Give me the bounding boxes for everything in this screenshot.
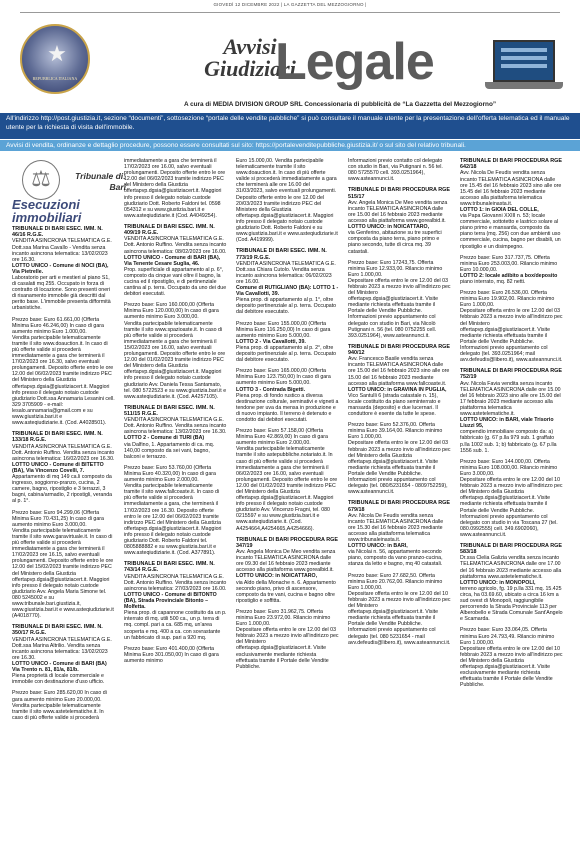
notice-body: Avv. Nicola De Feudis vendita senza incanto TELEMATICA ASINCRONA dalle ore 15.30 del 16 febbraio 2023 mediante accesso alla piattaforma telematica www.tribunaleinasta.it. bbox=[348, 512, 444, 544]
notice-body: Prezzo base: Euro 144.000,00. Offerta minima Euro 108.000,00. Rilancio minimo Euro 3.000,00. bbox=[460, 458, 558, 477]
notice-item bbox=[12, 510, 115, 620]
notice-item bbox=[348, 422, 451, 495]
notice-body: Dr.ssa Clelia Galizia vendita senza incanto TELEMATICA ASINCRONA dalle ore 17.00 del 16 febbraio 2023 mediante accesso alla piattaforma www.astetelematiche.it. bbox=[460, 555, 562, 580]
notice-item bbox=[460, 290, 563, 363]
notice-item bbox=[236, 537, 339, 604]
notice-item bbox=[348, 187, 451, 254]
notice-body: Prezzo base: Euro 17243,75. Offerta minima Euro 12.933,00. Rilancio minimo Euro 1.000,00. bbox=[348, 259, 443, 278]
notice-item bbox=[124, 465, 227, 556]
notice-heading: TRIBUNALE DI BARI ESEC. IMM. N. 743/14 R.G.E. bbox=[124, 561, 215, 574]
notice-details: via Papa Giovanni XXIII n. 53; locale commerciale, sottotetto e lastrico solare al piano primo e mansarda, composto da piano terra (mq. 256) con due ambienti uso commerciale, cucina, bagno per disabili, un ripostiglio e un disimpegno. bbox=[460, 213, 561, 250]
notice-body: Euro 15.000,00. Vendita partecipabile telematicamente tramite il sito www.doauction.it. In caso di più offerte valide si procederà immediatamente a gara che terminerà alle ore 16.00 del 31/03/2023, salvo eventuali prolungamenti. Deposito offerte entro le ore 12.00 del 20/03/2023 tramite indirizzo PEC del Ministero della Giustizia offertapvp.dgsia@giustiziacert.it. Maggiori info presso il delegato notaio custode giudiziario Dott. Roberto Faldoni e su www.giustizia.bari.it e www.asteqiudiziarie.it (Cod. A419999). bbox=[236, 158, 338, 244]
seal-caption: REPUBBLICA ITALIANA bbox=[32, 76, 78, 81]
notice-item bbox=[460, 368, 563, 454]
notice-heading: TRIBUNALE DI BARI PROCEDURA RGE 642/18 bbox=[460, 158, 562, 171]
notice-body: Avv. Nicola De Feudis vendita senza incanto TELEMATICA ASINCRONA dalle ore 15.45 del 16 febbraio 2023 sino alle ore 15.45 del 16 febbraio 2023 mediante accesso alla piattaforma telematica www.tribunaleinasta.it. bbox=[460, 170, 562, 207]
notice-body: Prezzo base: Euro 27.682,50. Offerta minima Euro 20.762,00. Rilancio minimo Euro 1.000,00. bbox=[348, 572, 443, 591]
laptop-icon bbox=[485, 40, 563, 96]
notice-heading: TRIBUNALE DI BARI PROCEDURA RGE 347/19 bbox=[236, 536, 338, 549]
notice-item bbox=[236, 368, 339, 423]
notice-details: via Aldo della Monache n. 6. Appartamento secondo piano, privo di ascensore, composto da tre vani, cucina e bagno oltre ripostiglio e soffitta. bbox=[236, 579, 336, 604]
laptop-screen bbox=[493, 40, 555, 82]
notice-details: Vendita partecipabile telematicamente tramite il sito www.astetelematiche.it. In caso di più offerte valide si procederà bbox=[12, 702, 104, 721]
notice-details: Appartamento di mq 149 ca.li composto da ingresso, soggiorno-pranzo, cucina, 2 camere, bagno, ripostiglio e 3 terrazzi, 3 bagni, cabina/armadio, 2 ripostigli, veranda al p. 1°. bbox=[12, 474, 113, 505]
notice-body: VENDITA ASINCRONA TELEMATICA G.E. Dott. Antonio Ruffino. Vendita senza incanto asincrona telematica: 27/03/2023 ore 16.00. bbox=[124, 573, 227, 592]
notice-details: Piena prop. di appartamento al p. 2°, oltre deposito pertinenziale al p. terra. Occupato dal debitore esecutato. bbox=[236, 344, 337, 364]
notice-details: compendio immobiliare composto da: a) fabbricato (g. 67 p.lla 979 sub. 1 graffato p.lla 1002 sub. 1; b) fabbricato (g. 67 p.lla 1556 sub. 1. bbox=[460, 429, 557, 454]
info-banner: All'indirizzo http://post.giustizia.it, sezione “documenti”, sottosezione “portale delle vendite pubbliche” si può consultare il manuale utente per la presentazione dell'offerta telematica ed il manuale utente per la richiesta di visita dell'immobile. bbox=[0, 113, 580, 139]
notice-lot: LOTTO UNICO - Comune di BITONTO (BA), Strada Provinciale Bitonto – Molfetta. bbox=[124, 591, 217, 611]
notice-body: VENDITA ASINCRONA TELEMATICA G.E. Dott. Antonio Ruffino. Vendita senza incanto asincrona telematica: 13/02/2023 ore 16.30. bbox=[124, 417, 227, 436]
notice-details: via Dalfino, 1. Appartamento di ca. mq. 140,00 composto da sei vani, bagno, balconi e terrazzo. bbox=[124, 441, 215, 460]
notice-item bbox=[348, 344, 451, 417]
notice-body: VENDITA ASINCRONA TELEMATICA G.E. Dott. Antonio Ruffino. Vendita senza incanto asincrona telematica: 08/02/2023 ore 16.00. bbox=[124, 236, 227, 255]
notice-lot: LOTTO UNICO: in GRAVINA IN PUGLIA, bbox=[348, 386, 447, 393]
notice-body: Prezzo base: Euro 401.400,00 (Offerta Minima Euro 301.050,00) In caso di gara aumento minimo bbox=[124, 645, 219, 664]
notice-body: immediatamente a gara che terminerà il 17/02/2023 ore 16.00, salvo eventuali prolungamenti. Deposito offerte entro le ore 12.00 del 06/02/2023 tramite indirizzo PEC del Ministero della Giustizia offertapvp.dgsia@giustiziacert.it. Maggiori info presso il delegato notaio custode giudiziario Dott. Roberto Faldoni tel. 0598 054312 e su www.giustizia.bari.it e www.asteqiudiziarie.it (Cod. A4049254). bbox=[124, 158, 226, 219]
notice-lot: LOTTO UNICO: in BARI, bbox=[348, 543, 408, 550]
notice-details: Depositare offerta entro le ore 12.00 del 03 febbraio 2023 a mezzo invio all'indirizzo pec del Ministero offertapvp.dgsia@giustiziacert.it. Visite mediante richiesta effettuata tramite il Portale delle Vendite Pubbliche. Informazioni previo appuntamento col delegato (tel. 393.0251964; mail avv.defeudis@libero.it), www.asteannunci.it. bbox=[460, 308, 563, 364]
tribunal-emblem-icon: ⚖ bbox=[22, 160, 60, 200]
notice-details: Vendita partecipabile telematicamente tramite il sito astepubbliche.notariato.it. In caso di più offerte valide si procederà immediatamente a gara che terminerà il 06/02/2023 ore 16.00, salvo eventuali prolungamenti. Deposito offerte entro le ore 12.00 del 01/02/2023 tramite indirizzo PEC del Ministero della Giustizia offertapvp.dgsia@giustiziacert.it. Maggiori info presso il delegato notaio custode giudiziario Avv. Vincenzo Fragni, tel. 080 0215597 e su www.giustizia.bari.it e www.asteqiudiziarie.it. (Cod. A4254664,A4254665,A4254666). bbox=[236, 446, 338, 532]
notice-item bbox=[124, 405, 227, 460]
notice-item bbox=[348, 158, 451, 182]
notice-item bbox=[12, 431, 115, 504]
notice-lot: LOTTO 2: locale adibito a box/deposito bbox=[460, 272, 558, 279]
notice-body: VENDITA ASINCRONA TELEMATICA G.E. Dott.ssa Marina Cavallo - Vendita senza incanto asincrona telematica: 13/02/2023 ore 16.30. bbox=[12, 238, 112, 263]
star-icon: ★ bbox=[47, 42, 67, 67]
column-5 bbox=[460, 158, 563, 837]
notice-item bbox=[236, 321, 339, 364]
tagline: A cura di MEDIA DIVISION GROUP SRL Concessionaria di pubblicità de “La Gazzetta del Mezzogiorno” bbox=[183, 101, 497, 108]
notice-lot: LOTTO 2 - Via Cavallotti, 39. bbox=[236, 338, 306, 345]
notice-item bbox=[460, 627, 563, 688]
notice-details: Piena prop. di fondo rustico a diversa destinazione colturale, seminativi e vigneti a tendone per uva da mensa in produzione e di nuovo impianto. Il terreno è detenuto e condotto dai debitori esecutati. bbox=[236, 392, 339, 423]
notice-item bbox=[460, 158, 563, 250]
notice-details: via Nicolai n. 56, appartamento secondo piano, composto da vano pranzo-cucina, stanza da letto e bagno, mq 40 catastali. bbox=[348, 549, 443, 568]
notice-details: Depositare offerta entro le ore 12.00 del 10 febbraio 2023 a mezzo invio all'indirizzo pec del Ministero della Giustizia offertapvp.dgsia@giustiziacert.it. Visite esclusivamente mediante richiesta effettuata tramite il Portale delle Vendite Pubbliche. bbox=[460, 645, 563, 689]
notice-details: Vendita partecipabile telematicamente tramite il sito www.garavirtuale.it. In caso di più offerte valide si procederà immediatamente a gara che terminerà il 17/02/2023 ore 16.15, salvo eventuali prolungamenti. Deposito offerte entro le ore 12.00 del 15/02/2023 tramite indirizzo PEC del Ministero della Giustizia offertapvp.dgsia@giustiziacert.it. Maggiori info presso il delegato notaio custode giudiziario Avv. Angela Maria Simone tel. 080 5245002 e su www.tribunale.bari.giustizia.it, www.giustizia.bari.it e www.asteqiudiziarie.it (A4018770). bbox=[12, 527, 114, 620]
notice-lot: LOTTO UNICO - Comune di NOCI (BA), Via Pietrelle. bbox=[12, 262, 109, 275]
notice-heading: TRIBUNALE DI BARI ESEC. IMM. N. 133/18 R.G.E. bbox=[12, 431, 103, 444]
brand-line-2: Giudiziari bbox=[204, 56, 296, 81]
notice-item bbox=[460, 543, 563, 622]
notice-lot: LOTTO UNICO - Comune di BARI (BA), Via Tenente Cesare Suglia, 46. bbox=[124, 254, 221, 267]
notice-lot: LOTTO UNICO - Comune di BARI (BA) Via Trento n. 81, 81/a, 81/b. bbox=[12, 661, 107, 674]
laptop-base bbox=[485, 82, 563, 89]
notice-item bbox=[348, 260, 451, 339]
tribunal-label: Tribunale di: bbox=[75, 171, 126, 181]
section-title: Esecuzioni immobiliari bbox=[12, 197, 82, 225]
notice-lot: LOTTO UNICO: in NOICATTARO, bbox=[236, 573, 318, 580]
notice-heading: TRIBUNALE DI BARI ESEC. IMM. N. 409/19 R.G.E. bbox=[124, 223, 215, 237]
notice-body: Prezzo base: Euro 57.158,00 (Offerta Minima Euro 42.869,00) In caso di gara aumento minimo Euro 2.000,00. bbox=[236, 428, 328, 447]
notice-item bbox=[12, 226, 115, 312]
notice-heading: TRIBUNALE DI BARI ESEC. IMM. N. 46/16 R.G.E. bbox=[12, 226, 103, 239]
notice-body: Prezzo base: Euro 33.064,05. Offerta minima Euro 24.793,49. Rilancio minimo Euro 1.000,00. bbox=[460, 627, 555, 646]
notice-item bbox=[236, 248, 339, 315]
tribunal-city: Bari bbox=[109, 182, 126, 192]
masthead bbox=[0, 14, 580, 110]
brand-line-1: Avvisi bbox=[223, 34, 277, 59]
notice-lot: LOTTO UNICO - Comune di BITETTO (BA), Via Vincenzo Covelli, 7. bbox=[12, 461, 104, 474]
column-4 bbox=[348, 158, 451, 837]
notice-details: Laboratorio per arti e mestieri al piano S1, di casalati mq 255. Occupato in forza di contratto di locazione. Sono presenti oneri di risanamento immobile già descritti dal perito base. L'immobile presenta difformità urbanistiche. bbox=[12, 274, 111, 312]
notice-details: Depositare offerta entro le ore 12.00 del 03 febbraio 2023 a mezzo invio all'indirizzo pec del Ministero offertapvp.dgsia@giustiziacert.it. Visite mediante richiesta effettuata tramite il Portale delle Vendite Pubbliche. Informazioni previo appuntamento col delegato con studio in Bari, via Nicolò Putignani n. 56 (tel. 080 0752255 cell. 393.0251964), www.asteannunci.it. bbox=[348, 277, 451, 339]
notice-details: via Genferino, abitazione su tre superfici composta da piano terra, piano primo e piano secondo, tutte di circa mq. 39 catastali. bbox=[348, 230, 442, 255]
notice-heading: TRIBUNALE DI BARI ESEC. IMM. N. 350/17 R.G.E. bbox=[12, 624, 103, 637]
notice-lot: LOTTO 3 - Contrada Bigetti. bbox=[236, 386, 306, 393]
notice-item bbox=[460, 459, 563, 538]
notice-lot: Comune di RUTIGLIANO (BA): LOTTO 1 - Via Cavallotti, 39. bbox=[236, 285, 339, 298]
notice-body: Prezzo base: Euro 53.760,00 (Offerta Minima Euro 40.320,00) In caso di gara aumento minimo Euro 2.000,00. bbox=[124, 464, 216, 484]
notice-body: Prezzo base: Euro 31.962,75. Offerta minima Euro 23.972,00. Rilancio minimo Euro 1.000,00. bbox=[236, 608, 331, 628]
notice-body: Avv. Angela Monica De Meo vendita senza incanto TELEMATICA ASINCRONA dalle ore 15.00 del 16 febbraio 2023 mediante accesso alla piattaforma www.gorealbid.it. bbox=[348, 199, 448, 225]
notice-item bbox=[348, 573, 451, 646]
notice-body: Prezzo base: Euro 52.376,00. Offerta minima Euro 39.164,00. Rilancio minimo Euro 1.000,00. bbox=[348, 422, 443, 441]
notice-item bbox=[12, 317, 115, 427]
notice-item bbox=[236, 609, 339, 670]
notice-lot: LOTTO 1: in GIOIA DEL COLLE, bbox=[460, 206, 539, 213]
dateline-text: GIOVEDÌ 12 DICEMBRE 2022 | LA GAZZETTA DEL MEZZOGIORNO | bbox=[213, 2, 367, 7]
notice-item bbox=[124, 302, 227, 400]
notice-heading: TRIBUNALE DI BARI ESEC. IMM. N. 773/19 R.G.E. bbox=[236, 248, 327, 261]
notice-details: Depositare offerta entro le ore 12.00 del 10 febbraio 2023 a mezzo invio all'indirizzo pec del Ministero della Giustizia offertapvp.dgsia@giustiziacert.it. Visite mediante richiesta effettuata tramite il Portale delle Vendite Pubbliche. Informazioni previo appuntamento col delegato con studio in via Toscana 27 (tel. 080.0992555) cell. 349.6902060), www.asteannunci.it. bbox=[460, 477, 563, 538]
notice-details: Depositare offerta entro le ore 12.00 del 10 febbraio 2023 a mezzo invio all'indirizzo pec del Ministero offertapvp.dgsia@giustiziacert.it. Visite mediante richiesta effettuata tramite il Portale delle Vendite Pubbliche. Informazioni previo appuntamento col delegato (tel. 080 5231654 - mail avv.defeudis@libero.it), www.asteannunci.it. bbox=[348, 590, 451, 646]
brand-legale: Legale bbox=[275, 33, 434, 91]
notice-item bbox=[12, 690, 115, 720]
notice-body: Avv. Nicola Favia vendita senza incanto TELEMATICA ASINCRONA dalle ore 15.00 del 16 febbraio 2023 sino alle ore 15.00 del 17 febbraio 2023 mediante accesso alla piattaforma telematica www.astetelematiche.it. bbox=[460, 380, 561, 418]
notice-item bbox=[124, 561, 227, 640]
republic-seal-icon bbox=[20, 24, 90, 94]
notice-heading: TRIBUNALE DI BARI PROCEDURA RGE 583/18 bbox=[460, 542, 562, 556]
notice-item bbox=[236, 158, 339, 243]
notice-body: Informazioni previo contatto col delegato con studio in Bari, via Putignani n. 56 tel. 080 5725570 cell. 393.0251964), www.asteannunci.it. bbox=[348, 158, 443, 183]
notice-details: Vendita partecipabile telematicamente tramite il sito www.doauction.it. In caso di più offerte valide si procederà immediatamente a gara che terminerà il 17/02/2023 ore 16.30, salvo eventuali prolungamenti. Deposito offerte entro le ore 12.00 del 06/02/2023 tramite indirizzo PEC del Ministero della Giustizia offertapvp.dgsia@giustiziacert.it. Maggiori info presso il delegato notaio custode giudiziario Dott.ssa Annamaria Lesanini cell. 329 3705909 - e-mail: lesalo.annamaria@gmail.com e su www.giustizia.bari.it e www.asteqiudiziarie.it. (Cod. A4028501). bbox=[12, 334, 115, 427]
notice-details: Prop. superficiale di appartamento al p. 6°, composto da cinque vani oltre il bagno, la cucina ed il ripostiglio, e di pertinenziale cantina al p. terra. Occupato da uno dei due debitori esecutati. bbox=[124, 266, 227, 298]
notice-body: Prezzo base: Euro 317.737,75. Offerta minima Euro 253.003,00. Rilancio minimo Euro 10.000,00. bbox=[460, 254, 558, 273]
notice-heading: TRIBUNALE DI BARI PROCEDURA RGE 515/17 bbox=[348, 187, 450, 200]
notice-details: piano interrato, mq. 82 netti. bbox=[460, 279, 526, 285]
notice-body: Prezzo base: Euro 155.000,00 (Offerta Minima Euro 116.250,00) In caso di gara aumento minimo Euro 5.000,00. bbox=[236, 320, 331, 339]
notice-item bbox=[348, 500, 451, 567]
notice-item bbox=[236, 428, 339, 532]
notice-heading: TRIBUNALE DI BARI PROCEDURA RGE 679/18 bbox=[348, 500, 450, 513]
column-1 bbox=[12, 226, 115, 837]
notice-body: Avv. Francesco Basile vendita senza incanto TELEMATICA ASINCRONA dalle ore 15.00 del 16 febbraio 2023 sino alle ore 15.00 del 16 febbraio 2023 mediante accesso alla piattaforma www.fallcoaste.it. bbox=[348, 356, 450, 387]
notice-body: Prezzo base: Euro 160.000,00 (Offerta Minima Euro 120.000,00) In caso di gara aumento minimo Euro 3.000,00. bbox=[124, 302, 219, 321]
notice-lot: LOTTO 2 - Comune di TURI (BA) bbox=[124, 435, 205, 442]
notice-details: Piena prop. di capannone costituito da un p. interrato di mq. utili 500 ca., un p. terra di mq. compl. pari a ca. 685 mq, un'area scoperta e mq. 400 a ca. con sovrastante un fabbricato di sup. pari a 920 mq. bbox=[124, 610, 227, 641]
notice-details: Depositare offerta entro le ore 12.00 del 03 febbraio 2023 a mezzo invio all'indirizzo pec del Ministero offertapvp.dgsia@giustiziacert.it. Visite esclusivamente mediante richiesta effettuata tramite il Portale delle Vendite Pubbliche. bbox=[236, 627, 339, 670]
column-2 bbox=[124, 158, 227, 837]
notice-lot: LOTTO UNICO: in BARI, viale Trisorio Liuzzi 95, bbox=[460, 417, 554, 430]
notice-details: Vico Santulli 6 (strada catastale n. 15), locale costituito da piano seminterrato e mansarda (deposito) e due lucernari. Il conduttore è esente da tutte le spese. bbox=[348, 392, 441, 418]
notice-details: Piena proprietà di locale commerciale e immobile con destinazione d'uso ufficio. bbox=[12, 673, 105, 686]
notice-body: Prezzo base: Euro 285.620,00 In caso di gara aumento minimo Euro 20.000,00. bbox=[12, 690, 107, 703]
notice-body: Prezzo base: Euro 94.299,06 (Offerta Minima Euro 70.431,25) In caso di gara aumento minimo Euro 3.000,00. bbox=[12, 509, 104, 528]
notice-body: VENDITA ASINCRONA TELEMATICA G.E. Dott. Antonio Ruffino. Vendita senza incanto asincrona telematica: 16/02/2023 ore 16.30. bbox=[12, 443, 115, 462]
notice-heading: TRIBUNALE DI BARI PROCEDURA RGE 940/12 bbox=[348, 343, 450, 357]
notice-item bbox=[460, 255, 563, 285]
dateline-rule bbox=[20, 12, 560, 13]
notice-lot: LOTTO UNICO: in NOICATTARO, bbox=[348, 224, 430, 231]
notice-details: Vendita partecipabile telematicamente tramite il sito www.spazioaste.it. In caso di più offerte valide si procederà immediatamente a gara che terminerà il 15/02/2023 ore 16.00, salvo eventuali prolungamenti. Deposito offerte entro le ore 12.00 del 01/02/2023 tramite indirizzo PEC del Ministero della Giustizia offertapvp.dgsia@giustiziacert.it. Maggiori info presso il delegato notaio custode giudiziario Avv. Daniela Tessa Santamato, tel. 080 5722523 e su www.giustizia.bari.it e www.asteqiudiziarie.it. (Cod. A4257105). bbox=[124, 320, 227, 400]
notice-details: Depositare offerta entro le ore 12.00 del 03 febbraio 2023 a mezzo invio all'indirizzo pec del Ministero della Giustizia offertapvp.dgsia@giustiziacert.it. Visite mediante richiesta effettuata tramite il Portale delle Vendite Pubbliche. Informazioni previo appuntamento col delegato (tel. 080/5231654 - 0809752259), www.asteannunci.it. bbox=[348, 440, 451, 496]
tribunal-heading bbox=[66, 171, 126, 193]
notice-item bbox=[124, 646, 227, 664]
notice-body: Prezzo base: Euro 165.000,00 (Offerta Minima Euro 123.750,00) In caso di gara aumento minimo Euro 5.000,00. bbox=[236, 368, 331, 387]
notice-details: Vendita partecipabile telematicamente tramite il sito www.fallcoaste.it. In caso di più offerte valide si procederà immediatamente a gara, che terminerà il 17/02/2023 ore 16.30. Deposito offerte entro le ore 12.00 del 06/02/2023 tramite indirizzo PEC del Ministero della Giustizia offertapvp.dgsia@giustiziacert.it. Maggiori info presso il delegato notaio custode giudiziario Dott. Roberto Faldoni tel. 0805888882 e su www.giustizia.bari.it e www.asteqiudiziarie.it. (Cod. A377891). bbox=[124, 483, 222, 557]
notice-body: VENDITA ASINCRONA TELEMATICA G.E. Dott.ssa Marina Altrilio. Vendita senza incanto asincrona telematica: 13/02/2023 ore 16.30. bbox=[12, 636, 112, 661]
notice-details: terreno agricolo, fg. 19 p.lla 331 mq. 15.425 circa, ha 03.69.60, ubicato a circa 16 km a sud ovest di Monopoli, raggiungibile percorrendo la Strada Provinciale 113 per Alberobello e Strada Comunale Sant'Angelo e Scamarda. bbox=[460, 585, 563, 623]
notice-item bbox=[124, 224, 227, 297]
sites-banner: Avvisi di vendita, ordinanze e dettaglio procedure, possono essere consultati sul sito: https://portalevenditepubbliche.giustizia.it/ o sul sito del relativo tribunali. bbox=[0, 140, 580, 151]
notice-lot: LOTTO UNICO: in MONOPOLI, bbox=[460, 579, 536, 586]
column-3 bbox=[236, 158, 339, 837]
notice-item bbox=[12, 624, 115, 685]
notice-body: VENDITA ASINCRONA TELEMATICA G.E. Dott.ssa Chiara Cutolo. Vendita senza incanto asincrona telematica: 06/02/2023 ore 16.00. bbox=[236, 260, 336, 285]
notice-body: Prezzo base: Euro 26.536,00. Offerta minima Euro 19.902,00. Rilancio minimo Euro 1.000,00. bbox=[460, 290, 555, 309]
notice-body: Avv. Angela Monica De Meo vendita senza incanto TELEMATICA ASINCRONA dalle ore 09.30 del 16 febbraio 2023 mediante accesso alla piattaforma www.gorealbid.it. bbox=[236, 549, 336, 574]
notice-heading: TRIBUNALE DI BARI PROCEDURA RGE 752/19 bbox=[460, 368, 562, 381]
notice-heading: TRIBUNALE DI BARI ESEC. IMM. N. 511/15 R.G.E. bbox=[124, 404, 215, 417]
notice-item bbox=[124, 158, 227, 219]
notice-body: Prezzo base: Euro 61.661,00 (Offerta Minima Euro 46.246,00) In caso di gara aumento minimo Euro 1.000,00. bbox=[12, 316, 104, 335]
notice-details: Piena prop. di appartamento al p. 1°, oltre deposito pertinenziale al p. terra. Occupato dal debitore esecutato. bbox=[236, 297, 337, 316]
